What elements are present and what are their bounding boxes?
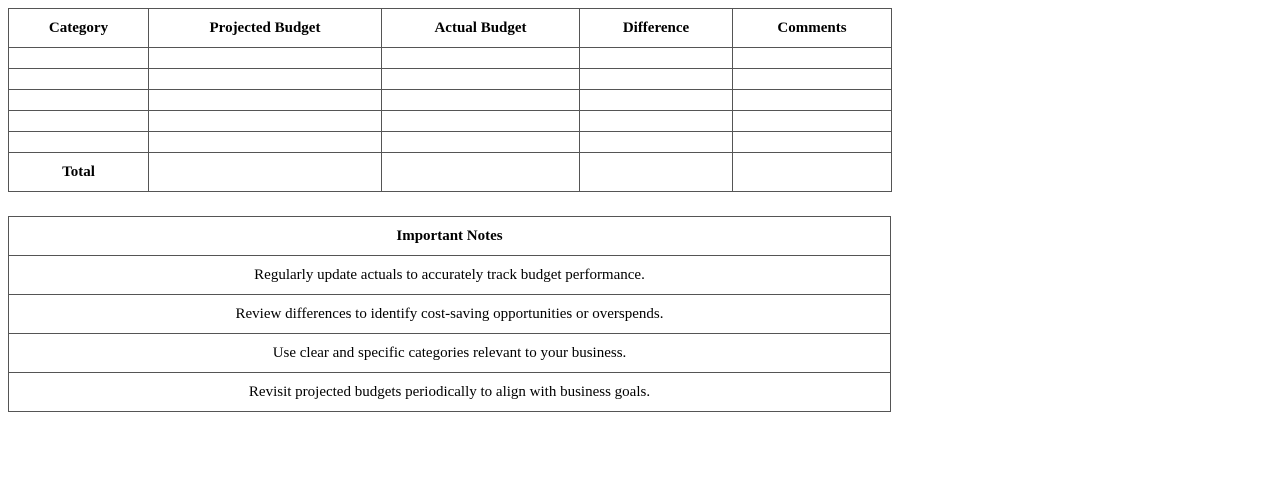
projected-budget-cell[interactable] xyxy=(149,132,382,153)
important-notes-table xyxy=(8,216,891,412)
projected-budget-cell[interactable] xyxy=(149,90,382,111)
notes-title: Important Notes xyxy=(9,217,891,256)
budget-header-row xyxy=(9,9,892,48)
note-row xyxy=(9,295,891,334)
total-label: Total xyxy=(9,153,149,192)
projected-budget-cell[interactable] xyxy=(149,48,382,69)
note-row xyxy=(9,334,891,373)
header-comments: Comments xyxy=(733,9,892,48)
actual-budget-cell[interactable] xyxy=(382,111,580,132)
note-item: Review differences to identify cost-saving opportunities or overspends. xyxy=(9,295,891,334)
note-item: Revisit projected budgets periodically to align with business goals. xyxy=(9,373,891,412)
category-cell[interactable] xyxy=(9,111,149,132)
header-category: Category xyxy=(9,9,149,48)
projected-budget-cell[interactable] xyxy=(149,111,382,132)
total-projected-budget-cell[interactable] xyxy=(149,153,382,192)
difference-cell[interactable] xyxy=(580,69,733,90)
actual-budget-cell[interactable] xyxy=(382,90,580,111)
table-row xyxy=(9,48,892,69)
category-cell[interactable] xyxy=(9,90,149,111)
difference-cell[interactable] xyxy=(580,132,733,153)
actual-budget-cell[interactable] xyxy=(382,132,580,153)
difference-cell[interactable] xyxy=(580,111,733,132)
table-row xyxy=(9,132,892,153)
comments-cell[interactable] xyxy=(733,90,892,111)
total-row xyxy=(9,153,892,192)
note-row xyxy=(9,256,891,295)
comments-cell[interactable] xyxy=(733,69,892,90)
table-row xyxy=(9,69,892,90)
budget-table xyxy=(8,8,892,192)
comments-cell[interactable] xyxy=(733,111,892,132)
actual-budget-cell[interactable] xyxy=(382,69,580,90)
category-cell[interactable] xyxy=(9,69,149,90)
category-cell[interactable] xyxy=(9,132,149,153)
difference-cell[interactable] xyxy=(580,48,733,69)
table-row xyxy=(9,90,892,111)
projected-budget-cell[interactable] xyxy=(149,69,382,90)
header-difference: Difference xyxy=(580,9,733,48)
notes-header-row xyxy=(9,217,891,256)
difference-cell[interactable] xyxy=(580,90,733,111)
note-row xyxy=(9,373,891,412)
comments-cell[interactable] xyxy=(733,48,892,69)
comments-cell[interactable] xyxy=(733,132,892,153)
header-actual-budget: Actual Budget xyxy=(382,9,580,48)
total-actual-budget-cell[interactable] xyxy=(382,153,580,192)
total-difference-cell[interactable] xyxy=(580,153,733,192)
table-row xyxy=(9,111,892,132)
actual-budget-cell[interactable] xyxy=(382,48,580,69)
note-item: Use clear and specific categories relevant to your business. xyxy=(9,334,891,373)
note-item: Regularly update actuals to accurately track budget performance. xyxy=(9,256,891,295)
header-projected-budget: Projected Budget xyxy=(149,9,382,48)
total-comments-cell[interactable] xyxy=(733,153,892,192)
category-cell[interactable] xyxy=(9,48,149,69)
